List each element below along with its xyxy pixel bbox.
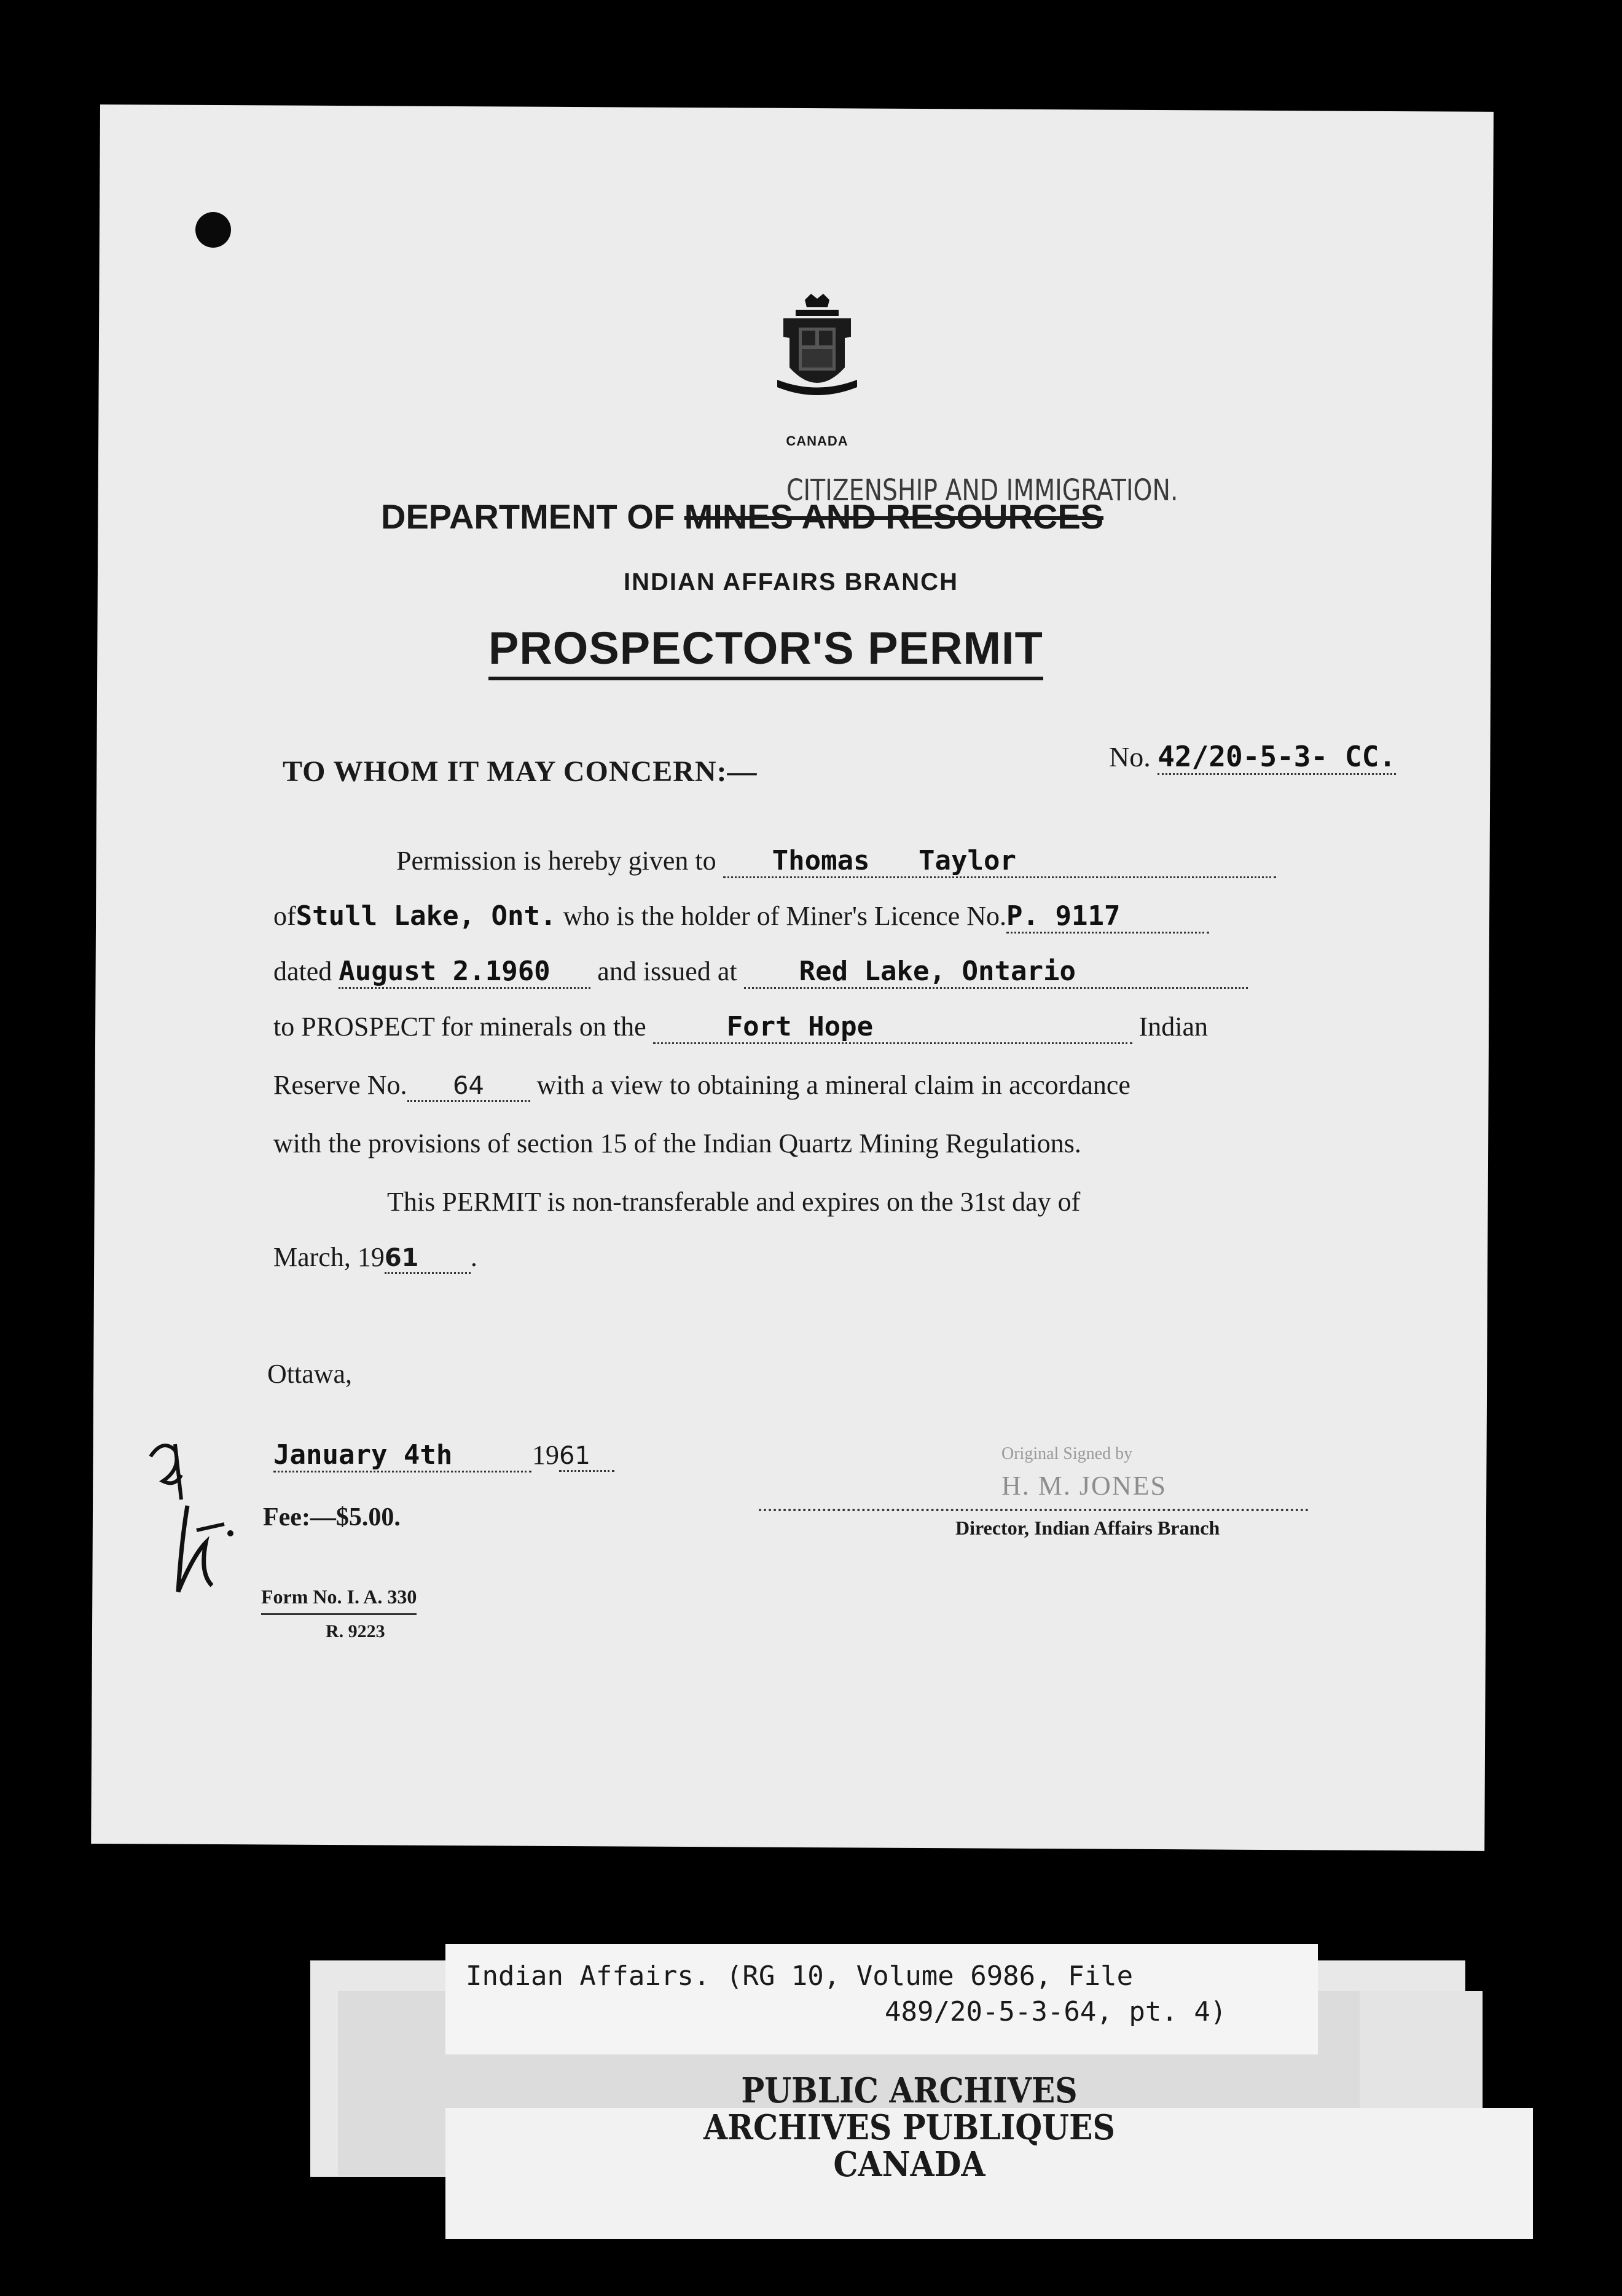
line5-prefix: Reserve No.: [273, 1070, 407, 1100]
handwritten-initials: [138, 1432, 243, 1604]
issue-place: Ottawa,: [267, 1359, 353, 1389]
salutation: TO WHOM IT MAY CONCERN:—: [283, 755, 758, 788]
body-line-3: [273, 956, 1248, 989]
department-stamp: CITIZENSHIP AND IMMIGRATION.: [786, 473, 1178, 508]
signature-stamp-line1: Original Signed by: [1001, 1444, 1133, 1463]
body-line-4: [273, 1011, 1208, 1044]
department-heading: [381, 497, 1103, 537]
department-prefix: DEPARTMENT OF: [381, 497, 684, 536]
line3-dated: dated: [273, 956, 332, 986]
crest-label: CANADA: [786, 433, 848, 449]
line1-prefix: Permission is hereby given to: [396, 846, 716, 876]
permit-no-value: 42/20-5-3- CC.: [1158, 740, 1396, 775]
issue-date-line: [273, 1439, 614, 1472]
line5-suffix: with a view to obtaining a mineral claim in accordance: [536, 1070, 1130, 1100]
archives-line1: PUBLIC ARCHIVES: [741, 2070, 1078, 2111]
holder-name: Thomas Taylor: [723, 845, 1276, 878]
archives-stamp: [699, 2072, 1119, 2183]
signature-line: [759, 1509, 1309, 1511]
form-number: Form No. I. A. 330: [261, 1586, 417, 1615]
body-line-8: [273, 1241, 477, 1274]
issue-year-prefix: 19: [532, 1440, 559, 1470]
signatory-title: Director, Indian Affairs Branch: [955, 1517, 1220, 1539]
line8-suffix: .: [470, 1242, 477, 1272]
archives-line3: CANADA: [833, 2144, 985, 2185]
fee: Fee:—$5.00.: [263, 1503, 401, 1531]
line4-prefix: to PROSPECT for minerals on the: [273, 1012, 646, 1042]
line4-suffix: Indian: [1138, 1012, 1209, 1042]
archive-reference-line2: 489/20-5-3-64, pt. 4): [885, 1996, 1227, 2027]
archives-line2: ARCHIVES PUBLIQUES: [703, 2107, 1115, 2148]
permit-number: [1109, 740, 1396, 775]
permit-no-label: No.: [1109, 741, 1151, 773]
coat-of-arms-icon: [771, 294, 863, 398]
issue-year: 61: [559, 1442, 614, 1472]
licence-date: August 2.1960: [339, 956, 590, 989]
expiry-year: 61: [385, 1244, 471, 1274]
issued-at: Red Lake, Ontario: [744, 956, 1248, 989]
signature-stamp-line2: H. M. JONES: [1001, 1471, 1167, 1501]
issue-date: January 4th: [273, 1439, 531, 1472]
holder-place: Stull Lake, Ont.: [296, 900, 557, 932]
body-line-2: [273, 900, 1209, 934]
page-title: PROSPECTOR'S PERMIT: [488, 622, 1043, 680]
branch-heading: INDIAN AFFAIRS BRANCH: [624, 568, 958, 596]
department-struck: MINES AND RESOURCES: [684, 497, 1104, 536]
punch-hole: [195, 212, 231, 248]
body-line-7: This PERMIT is non-transferable and expires on the 31st day of: [387, 1187, 1081, 1217]
line3-mid: and issued at: [597, 956, 737, 986]
archive-reference-line1: Indian Affairs. (RG 10, Volume 6986, File: [466, 1960, 1134, 1992]
form-revision: R. 9223: [326, 1621, 385, 1641]
body-line-5: [273, 1069, 1130, 1102]
reserve-name: Fort Hope: [653, 1011, 1132, 1044]
body-line-6: with the provisions of section 15 of the Indian Quartz Mining Regulations.: [273, 1128, 1081, 1158]
line2-mid: who is the holder of Miner's Licence No.: [563, 901, 1007, 931]
body-line-1: [396, 845, 1276, 878]
licence-no: P. 9117: [1006, 900, 1209, 934]
line2-of: of: [273, 901, 296, 931]
reserve-no: 64: [407, 1072, 530, 1102]
line8-prefix: March, 19: [273, 1242, 385, 1272]
